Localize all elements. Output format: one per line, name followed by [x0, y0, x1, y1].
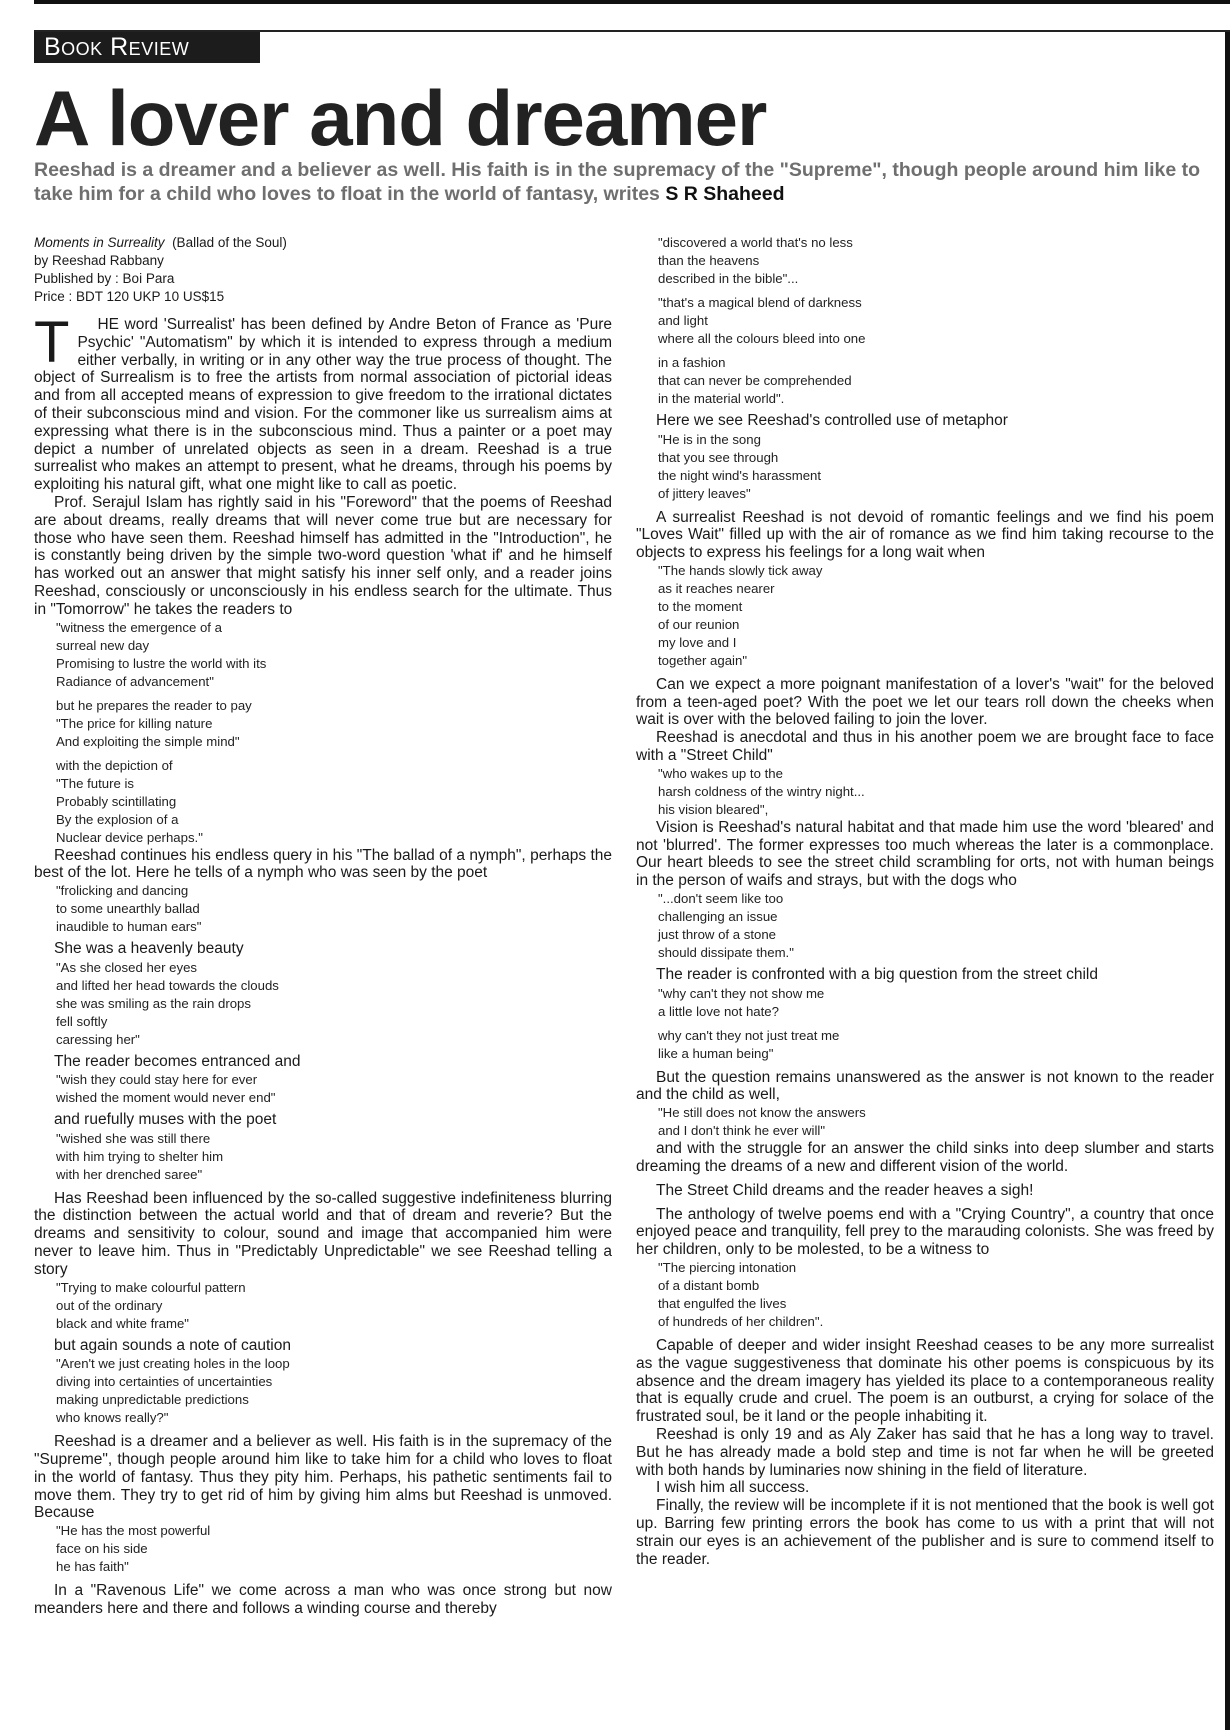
poem-line: "discovered a world that's no less	[658, 235, 853, 250]
poem-line: together again"	[658, 652, 748, 668]
poem-line: Radiance of advancement"	[56, 673, 214, 689]
poem-line: surreal new day	[56, 637, 150, 653]
poem-line: a little love not hate?	[658, 1003, 779, 1019]
deck	[34, 158, 1208, 206]
paragraph: The anthology of twelve poems end with a "Crying Country", a country that once enjoyed peace and tranquility, fell prey to the marauding colonists. She was freed by her children, only to be molested, to be a witness to	[636, 1205, 1214, 1259]
poem-line: "that's a magical blend of darkness	[658, 295, 862, 310]
poem-quote	[34, 697, 612, 751]
poem-line: the night wind's harassment	[658, 467, 822, 483]
poem-line: with the depiction of	[56, 757, 173, 773]
poem-line: and I don't think he ever will"	[658, 1123, 826, 1139]
left-column	[34, 234, 612, 1724]
inline-text: but again sounds a note of caution	[54, 1336, 291, 1354]
poem-line: out of the ordinary	[56, 1297, 163, 1313]
poem-line: diving into certainties of uncertainties	[56, 1374, 273, 1390]
poem-line: "The piercing intonation	[658, 1259, 797, 1275]
poem-line: where all the colours bleed into one	[658, 331, 866, 346]
poem-quote	[636, 1104, 1214, 1140]
book-title: Moments in Surreality	[34, 235, 165, 250]
poem-quote	[34, 1130, 612, 1184]
poem-line: in the material world".	[658, 391, 785, 406]
poem-line: in a fashion	[658, 355, 726, 370]
poem-line: harsh coldness of the wintry night...	[658, 783, 865, 799]
paragraph: Has Reeshad been influenced by the so-called suggestive indefiniteness blurring the distinction between the actual world and that of dream and reverie? But the dreams and sensitivity to colour, sound and image that accompanied him were never to leave him. Thus in "Predictably Unpredictable" we see Reeshad telling a story	[34, 1189, 612, 1278]
poem-line: "wish they could stay here for ever	[56, 1072, 258, 1088]
paragraph: Reeshad continues his endless query in his "The ballad of a nymph", perhaps the best of the lot. Here he tells of a nymph who was seen by the poet	[34, 846, 612, 882]
top-rule	[34, 0, 1230, 4]
paragraph: The Street Child dreams and the reader heaves a sigh!	[656, 1181, 1034, 1199]
poem-line: with her drenched saree"	[56, 1166, 203, 1182]
poem-line: just throw of a stone	[658, 927, 777, 943]
paragraph: A surrealist Reeshad is not devoid of romantic feelings and we find his poem "Loves Wait" filled up with the air of romance as we find him taking recourse to the objects to express his feelings for a long wait when	[636, 508, 1214, 562]
poem-line: face on his side	[56, 1541, 148, 1557]
paragraph: Finally, the review will be incomplete if it is not mentioned that the book is well got up. Barring few printing errors the book has come to us with a print that will not strain our eyes is an achievement of the publisher and is sure to commend itself to the reader.	[636, 1497, 1214, 1568]
poem-line: "As she closed her eyes	[56, 959, 198, 975]
poem-line: "He still does not know the answers	[658, 1105, 866, 1121]
poem-quote	[636, 1027, 1214, 1063]
poem-line: And exploiting the simple mind"	[56, 733, 240, 749]
poem-quote	[34, 1522, 612, 1576]
poem-quote	[34, 959, 612, 1049]
paragraph: and with the struggle for an answer the child sinks into deep slumber and starts dreaming the dreams of a new and different vision of the world.	[636, 1140, 1214, 1175]
poem-line: "He has the most powerful	[56, 1523, 211, 1539]
paragraph: THE word 'Surrealist' has been defined by Andre Beton of France as 'Pure Psychic' "Automatism" by which it is intended to express through a medium either verbally, in writing or in any other way the true process of thought. The object of Surrealism is to free the artists from normal association of pictorial ideas and from all accepted means of expression to give freedom to the irrational dictates of their subconscious mind and vision. For the commoner like us surrealism aims at expressing what there is in the subconscious mind. Thus a painter or a poet may depict a number of unrelated objects as seen in a dream. Reeshad is a true surrealist who makes an attempt to present, what he dreams, through his poems by exploiting his natural gift, what one might like to call as poetic.	[34, 310, 612, 494]
paragraph: I wish him all success.	[656, 1479, 810, 1497]
poem-line: of jittery leaves"	[658, 485, 751, 501]
poem-line: Nuclear device perhaps."	[56, 829, 203, 845]
book-publisher: Published by : Boi Para	[34, 271, 175, 286]
poem-line: he has faith"	[56, 1559, 129, 1575]
poem-quote	[34, 619, 612, 691]
poem-quote	[34, 882, 612, 936]
poem-line: "frolicking and dancing	[56, 883, 189, 899]
poem-quote	[636, 562, 1214, 670]
poem-line: with him trying to shelter him	[56, 1148, 224, 1164]
poem-quote	[34, 757, 612, 847]
poem-quote	[34, 1355, 612, 1427]
poem-line: "witness the emergence of a	[56, 619, 222, 635]
poem-line: described in the bible"...	[658, 271, 799, 286]
poem-quote	[636, 234, 1214, 288]
poem-line: "Trying to make colourful pattern	[56, 1279, 246, 1295]
poem-line: "who wakes up to the	[658, 765, 783, 781]
poem-line: and lifted her head towards the clouds	[56, 977, 279, 993]
poem-quote	[636, 431, 1214, 503]
inline-text: The reader becomes entranced and	[54, 1052, 301, 1070]
poem-line: she was smiling as the rain drops	[56, 995, 251, 1011]
paragraph: Reeshad is anecdotal and thus in his another poem we are brought face to face with a "Street Child"	[636, 729, 1214, 765]
poem-quote	[636, 765, 1214, 819]
poem-line: than the heavens	[658, 253, 760, 268]
poem-line: his vision bleared",	[658, 801, 769, 817]
poem-line: of hundreds of her children".	[658, 1313, 824, 1329]
poem-quote	[636, 354, 1214, 408]
poem-line: that you see through	[658, 449, 779, 465]
poem-line: "Aren't we just creating holes in the loop	[56, 1356, 290, 1372]
poem-line: as it reaches nearer	[658, 580, 775, 596]
right-column	[636, 234, 1214, 1724]
book-price: Price : BDT 120 UKP 10 US$15	[34, 289, 225, 304]
paragraph: In a "Ravenous Life" we come across a man who was once strong but now meanders here and there and follows a winding course and thereby	[34, 1582, 612, 1617]
poem-line: fell softly	[56, 1013, 108, 1029]
inline-text: The reader is confronted with a big question from the street child	[656, 966, 1098, 984]
poem-line: that can never be comprehended	[658, 373, 852, 388]
book-title-line	[34, 234, 612, 252]
headline: A lover and dreamer	[34, 74, 767, 162]
poem-line: Probably scintillating	[56, 793, 177, 809]
poem-quote	[636, 985, 1214, 1021]
poem-quote	[34, 1071, 612, 1107]
paragraph: Capable of deeper and wider insight Reeshad ceases to be any more surrealist as the vague suggestiveness that dominate his other poems is conspicuous by its absence and the dream imagery has yielded its place to a contemporaneous reality that is equally crude and cruel. The poem is an outburst, a crying for solace of the frustrated soul, be it land or the people inhabiting it.	[636, 1336, 1214, 1426]
paragraph: Reeshad is a dreamer and a believer as well. His faith is in the supremacy of the "Supreme", though people around him like to take him for a child who loves to float in the world of fantasy. Thus they pity him. Perhaps, his pathetic sentiments fail to move them. They try to get rid of him by giving him alms but Reeshad is unmoved. Because	[34, 1433, 612, 1522]
poem-line: of a distant bomb	[658, 1277, 760, 1293]
section-label: Book Review	[34, 32, 260, 63]
book-subtitle: (Ballad of the Soul)	[172, 235, 287, 250]
paragraph: But the question remains unanswered as the answer is not known to the reader and the child as well,	[636, 1068, 1214, 1104]
byline: S R Shaheed	[665, 183, 785, 205]
inline-text: and ruefully muses with the poet	[54, 1111, 277, 1129]
right-border-rule	[1225, 32, 1230, 1730]
poem-line: "wished she was still there	[56, 1130, 211, 1146]
poem-line: By the explosion of a	[56, 811, 179, 827]
poem-line: my love and I	[658, 634, 737, 650]
poem-line: "The price for killing nature	[56, 715, 213, 731]
poem-line: that engulfed the lives	[658, 1295, 787, 1311]
poem-line: why can't they not just treat me	[658, 1027, 840, 1043]
poem-line: "The future is	[56, 775, 134, 791]
poem-line: "why can't they not show me	[658, 985, 825, 1001]
poem-line: like a human being"	[658, 1045, 774, 1061]
poem-line: wished the moment would never end"	[56, 1090, 276, 1106]
inline-text: Here we see Reeshad's controlled use of metaphor	[656, 412, 1008, 429]
poem-quote	[636, 890, 1214, 962]
poem-line: making unpredictable predictions	[56, 1392, 249, 1408]
poem-line: black and white frame"	[56, 1315, 189, 1331]
poem-quote	[34, 1279, 612, 1333]
poem-quote	[636, 294, 1214, 348]
paragraph: Vision is Reeshad's natural habitat and that made him use the word 'bleared' and not 'blurred'. The former expresses too much whereas the later is a commonplace. Our heart bleeds to see the street child scrambling for orts, not with human beings in the person of waifs and strays, but with the dogs who	[636, 818, 1214, 890]
poem-line: "He is in the song	[658, 431, 761, 447]
poem-line: to the moment	[658, 598, 743, 614]
poem-line: who knows really?"	[56, 1410, 169, 1426]
book-author: by Reeshad Rabbany	[34, 253, 164, 268]
poem-line: "The hands slowly tick away	[658, 562, 823, 578]
poem-line: inaudible to human ears"	[56, 919, 202, 935]
poem-line: "...don't seem like too	[658, 891, 784, 907]
paragraph: Prof. Serajul Islam has rightly said in his "Foreword" that the poems of Reeshad are about dreams, really dreams that will never come true but are necessary for those who have seen them. Reeshad himself has admitted in the "Introduction", he is constantly being driven by the simple two-word question 'what if' and he himself has worked out an answer that might satisfy his inner self only, and a reader joins Reeshad, consciously or unconsciously in his endless search for the ultimate. Thus in "Tomorrow" he takes the readers to	[34, 493, 612, 618]
paragraph: Reeshad is only 19 and as Aly Zaker has said that he has a long way to travel. But he has already made a bold step and time is not far when he will be greeted with both hands by luminaries now shining in the field of literature.	[636, 1425, 1214, 1479]
poem-line: of our reunion	[658, 616, 740, 632]
poem-line: to some unearthly ballad	[56, 901, 200, 917]
poem-line: should dissipate them."	[658, 945, 794, 961]
inline-text: She was a heavenly beauty	[54, 940, 244, 958]
poem-line: Promising to lustre the world with its	[56, 655, 267, 671]
paragraph: Can we expect a more poignant manifestation of a lover's "wait" for the beloved from a teen-aged poet? With the poet we let our tears roll down the cheeks when wait is over with the beloved failing to join the lover.	[636, 675, 1214, 729]
deck-text: Reeshad is a dreamer and a believer as well. His faith is in the supremacy of the "Supreme", though people around him like to take him for a child who loves to float in the world of fantasy, writes	[34, 159, 1201, 205]
book-info	[34, 234, 612, 306]
poem-line: and light	[658, 313, 708, 328]
poem-line: but he prepares the reader to pay	[56, 697, 252, 713]
poem-line: caressing her"	[56, 1031, 140, 1047]
poem-line: challenging an issue	[658, 909, 778, 925]
poem-quote	[636, 1259, 1214, 1331]
